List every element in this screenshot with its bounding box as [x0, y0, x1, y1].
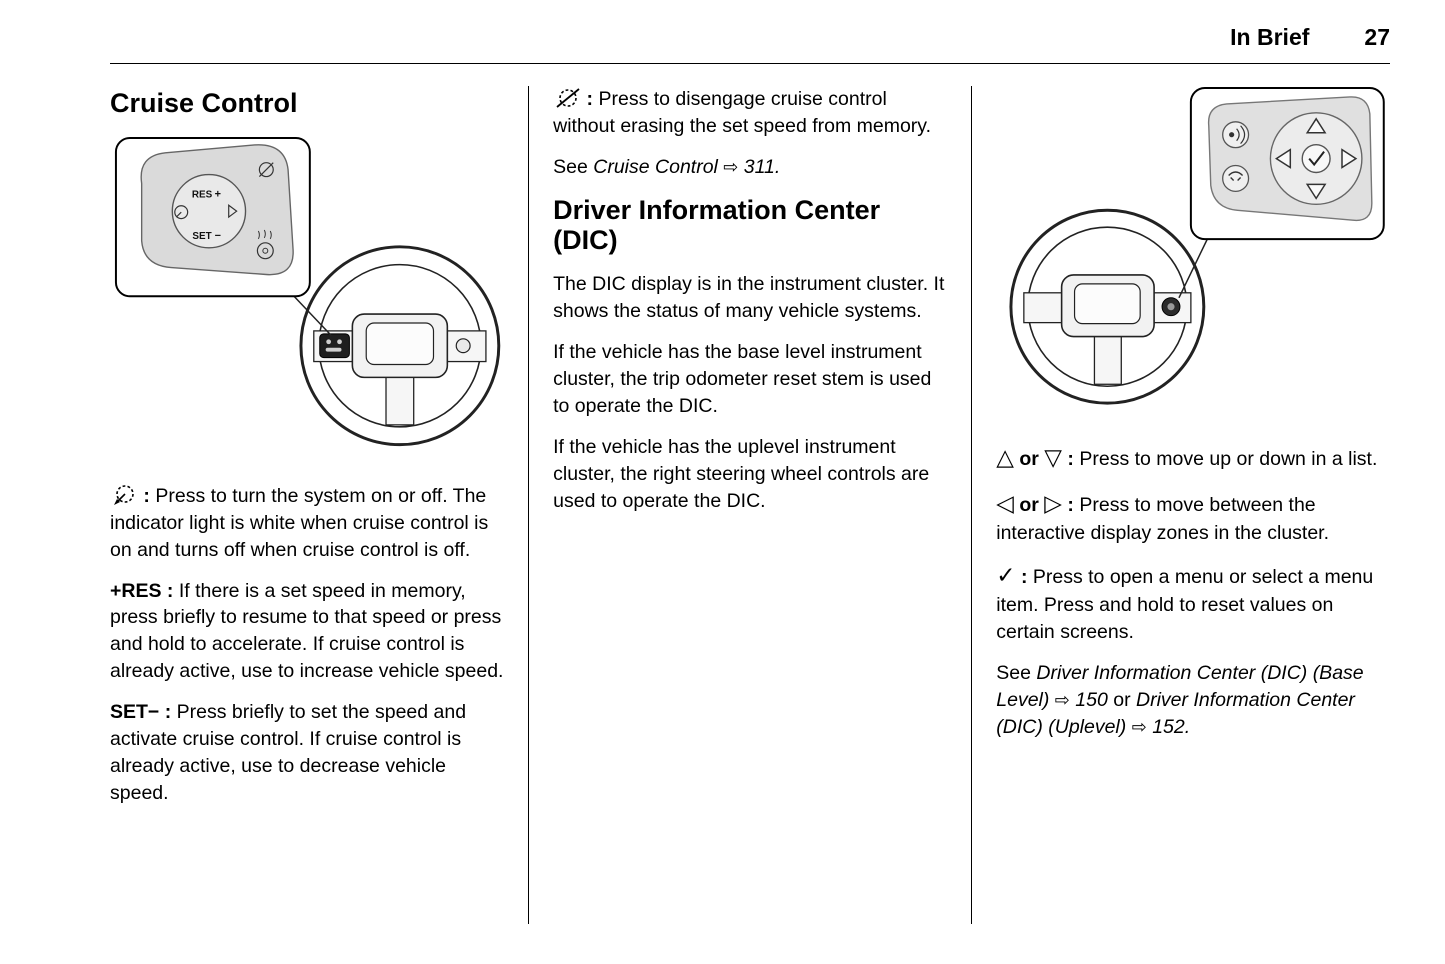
see-ref-page-base: 150: [1069, 688, 1108, 711]
page-ref-arrow-icon: ⇨: [1131, 716, 1147, 737]
see-reference-dic: [996, 660, 1390, 741]
separator: :: [1062, 448, 1080, 471]
wheel-cruise-buttons: [320, 334, 350, 358]
steering-wheel: [1011, 210, 1204, 403]
column-divider: [528, 86, 529, 924]
page-ref-arrow-icon: ⇨: [723, 156, 739, 177]
set-lead: SET−: [110, 701, 160, 724]
page-ref-arrow-icon: ⇨: [1054, 689, 1070, 710]
separator: :: [161, 579, 179, 602]
page-number: 27: [1364, 24, 1390, 50]
res-lead: +RES: [110, 579, 162, 602]
voice-button-icon: [1223, 122, 1249, 148]
see-prefix: See: [553, 155, 594, 178]
or-word: or: [1013, 448, 1045, 471]
page-header: [110, 14, 1390, 63]
section-title: In Brief: [1230, 24, 1310, 50]
down-arrow-icon: ▽: [1044, 444, 1062, 471]
cruise-set-text: Press briefly to set the speed and activate cruise control. If cruise control is already active, use to decrease vehicle speed.: [110, 701, 467, 804]
pad-set-sign: −: [214, 230, 222, 243]
dic-select-text: Press to open a menu or select a menu item. Press and hold to reset values on certain screens.: [996, 566, 1374, 644]
see-ref-page: 311.: [738, 155, 781, 178]
column-cruise-control: [110, 86, 504, 924]
right-arrow-icon: ▷: [1044, 489, 1062, 516]
dpad-select-button: [1302, 145, 1330, 173]
see-reference-cruise: [553, 154, 947, 181]
dic-heading: Driver Information Center (DIC): [553, 194, 881, 255]
dic-leftright-text: Press to move between the interactive display zones in the cluster.: [996, 493, 1330, 544]
left-arrow-icon: ◁: [996, 489, 1014, 516]
separator: :: [1015, 566, 1033, 589]
column-dic-controls: [996, 86, 1390, 924]
dic-paragraph-3: If the vehicle has the uplevel instrument cluster, the right steering wheel controls are used to operate the DIC.: [553, 435, 930, 512]
or-word: or: [1107, 688, 1137, 711]
pad-res-label: RES: [191, 189, 213, 201]
cruise-cancel-text: Press to disengage cruise control without erasing the set speed from memory.: [553, 88, 932, 137]
see-prefix: See: [996, 661, 1037, 684]
paragraph-dic-updown: [996, 442, 1390, 474]
paragraph-dic-leftright: [996, 488, 1390, 547]
paragraph-cruise-set: [110, 699, 504, 807]
steering-wheel: [301, 247, 499, 445]
paragraph-cruise-res: [110, 578, 504, 686]
up-arrow-icon: △: [996, 444, 1014, 471]
paragraph-cruise-onoff: [110, 483, 504, 564]
paragraph-cruise-cancel: [553, 86, 947, 140]
pad-set-label: SET: [192, 231, 212, 243]
wheel-dic-button: [1162, 298, 1180, 316]
separator: :: [1062, 493, 1080, 516]
cruise-onoff-text: Press to turn the system on or off. The indicator light is white when cruise control is on and turns off when cruise control is off.: [110, 484, 489, 561]
content-columns: [110, 86, 1390, 924]
see-ref-title-uplevel: Driver Information Center (DIC) (Uplevel): [996, 688, 1355, 738]
header-rule: [110, 63, 1390, 64]
see-ref-title: Cruise Control: [593, 155, 724, 178]
cruise-control-heading: Cruise Control: [110, 88, 298, 118]
pad-res-sign: +: [214, 188, 222, 201]
callout-box: [1191, 88, 1384, 239]
column-divider: [971, 86, 972, 924]
see-ref-title-base: Driver Information Center (DIC) (Base Level): [996, 661, 1364, 711]
separator: :: [581, 88, 599, 110]
cruise-cancel-icon: [553, 87, 581, 109]
dic-controls-illustration: [996, 86, 1390, 426]
phone-button-icon: [1223, 166, 1249, 192]
separator: :: [159, 701, 177, 724]
column-middle: [553, 86, 947, 924]
dic-updown-text: Press to move up or down in a list.: [1079, 448, 1378, 471]
dic-paragraph-2: If the vehicle has the base level instrument cluster, the trip odometer reset stem is used to operate the DIC.: [553, 341, 932, 417]
paragraph-dic-select: [996, 560, 1390, 646]
cruise-on-off-icon: [110, 484, 138, 506]
cruise-controls-illustration: [110, 136, 504, 455]
checkmark-icon: ✓: [996, 562, 1016, 589]
or-word: or: [1013, 493, 1045, 516]
see-ref-page-uplevel: 152.: [1146, 715, 1191, 738]
separator: :: [138, 484, 156, 507]
callout-box: [116, 138, 310, 296]
dic-paragraph-1: The DIC display is in the instrument cluster. It shows the status of many vehicle systems.: [553, 273, 945, 323]
cruise-res-text: If there is a set speed in memory, press briefly to resume to that speed or press and hold to accelerate. If cruise control is already active, use to increase vehicle speed.: [110, 579, 504, 683]
